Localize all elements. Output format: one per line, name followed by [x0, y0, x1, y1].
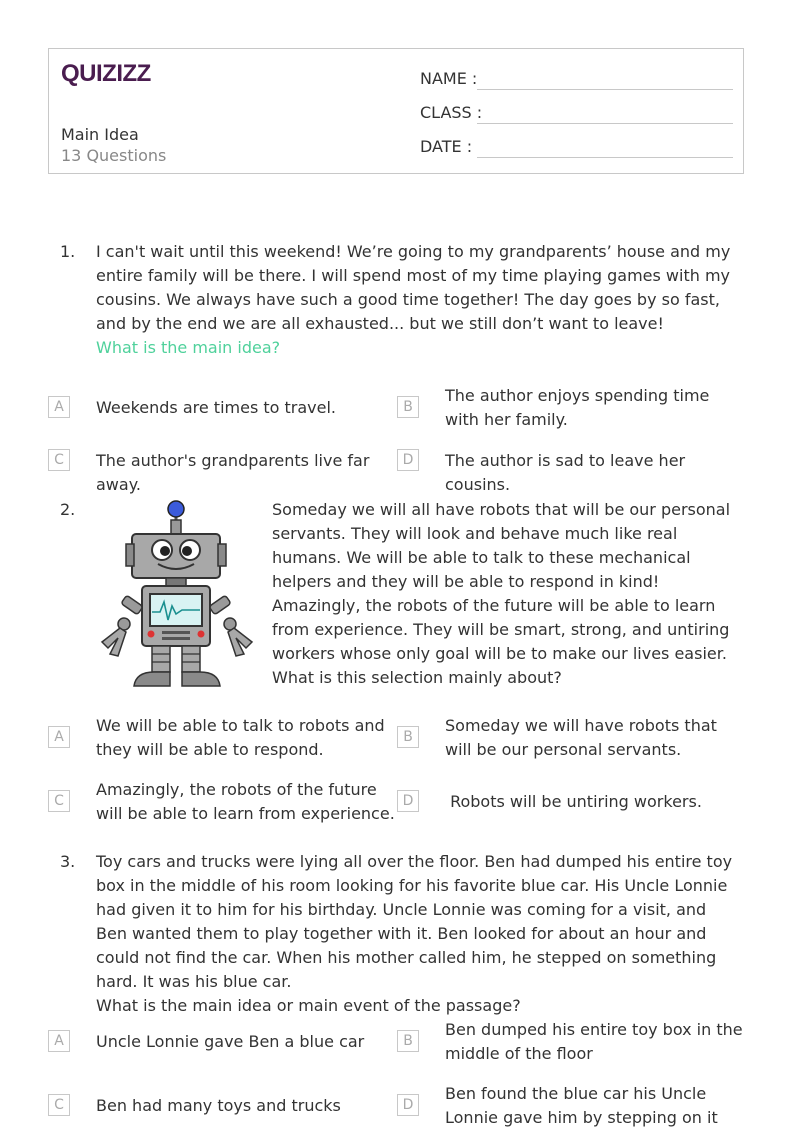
option-b-text[interactable]: Someday we will have robots that will be our personal servants. [445, 716, 717, 759]
robot-illustration [96, 500, 258, 690]
option-c-box[interactable]: C [48, 790, 70, 812]
question-number: 2. [60, 500, 76, 519]
question-prompt: What is this selection mainly about? [272, 668, 562, 687]
date-label: DATE : [420, 137, 473, 156]
option-b-box[interactable]: B [397, 1030, 419, 1052]
option-b-text[interactable]: The author enjoys spending time with her family. [445, 386, 710, 429]
name-label: NAME : [420, 69, 478, 88]
option-b-box[interactable]: B [397, 726, 419, 748]
option-c-text[interactable]: Amazingly, the robots of the future will be able to learn from experience. [96, 780, 395, 823]
question-passage [272, 498, 748, 690]
question-passage [96, 850, 742, 1018]
worksheet-header [48, 48, 744, 174]
logo-text: QUIZIZZ [61, 60, 151, 87]
option-d-box[interactable]: D [397, 449, 419, 471]
option-d-text[interactable]: The author is sad to leave her cousins. [445, 451, 686, 494]
question-number: 3. [60, 852, 76, 871]
option-d-text[interactable]: Ben found the blue car his Uncle Lonnie gave him by stepping on it [445, 1084, 718, 1127]
option-d-box[interactable]: D [397, 790, 419, 812]
quizizz-logo [61, 59, 153, 89]
option-a-text[interactable]: Uncle Lonnie gave Ben a blue car [96, 1032, 365, 1051]
option-a-box[interactable]: A [48, 726, 70, 748]
option-c-text[interactable]: Ben had many toys and trucks [96, 1096, 341, 1115]
name-field[interactable] [477, 89, 733, 90]
option-a-box[interactable]: A [48, 1030, 70, 1052]
option-c-box[interactable]: C [48, 449, 70, 471]
question-count: 13 Questions [61, 146, 167, 165]
option-b-text[interactable]: Ben dumped his entire toy box in the middle of the floor [445, 1020, 743, 1063]
question-prompt: What is the main idea? [96, 338, 281, 357]
passage-text: Toy cars and trucks were lying all over the floor. Ben had dumped his entire toy box in the middle of his room looking for his favorite blue car. His Uncle Lonnie had given it to him for his birthday. Uncle Lonnie was coming for a visit, and Ben wanted them to play together with it. Ben looked for about an hour and could not find the car. When his mother called him, he stepped on something hard. It was his blue car. [96, 852, 733, 991]
class-field[interactable] [477, 123, 733, 124]
option-c-box[interactable]: C [48, 1094, 70, 1116]
question-passage [96, 240, 742, 360]
option-d-text[interactable]: Robots will be untiring workers. [445, 792, 702, 811]
option-a-text[interactable]: We will be able to talk to robots and they will be able to respond. [96, 716, 385, 759]
option-b-box[interactable]: B [397, 396, 419, 418]
date-field[interactable] [477, 157, 733, 158]
passage-text: I can't wait until this weekend! We’re going to my grandparents’ house and my entire family will be there. I will spend most of my time playing games with my cousins. We always have such a good time together! The day goes by so fast, and by the end we are all exhausted... but we still don’t want to leave! [96, 242, 731, 333]
option-a-box[interactable]: A [48, 396, 70, 418]
option-d-box[interactable]: D [397, 1094, 419, 1116]
option-c-text[interactable]: The author's grandparents live far away. [96, 451, 370, 494]
question-prompt: What is the main idea or main event of the passage? [96, 996, 521, 1015]
question-number: 1. [60, 242, 76, 261]
class-label: CLASS : [420, 103, 483, 122]
passage-text: Someday we will all have robots that will be our personal servants. They will look and behave much like real humans. We will be able to talk to these mechanical helpers and they will be able to respond in kind! Amazingly, the robots of the future will be able to learn from experience. They will be smart, strong, and untiring workers whose only goal will be to make our lives easier. [272, 500, 731, 663]
worksheet-title: Main Idea [61, 125, 139, 144]
option-a-text[interactable]: Weekends are times to travel. [96, 398, 337, 417]
